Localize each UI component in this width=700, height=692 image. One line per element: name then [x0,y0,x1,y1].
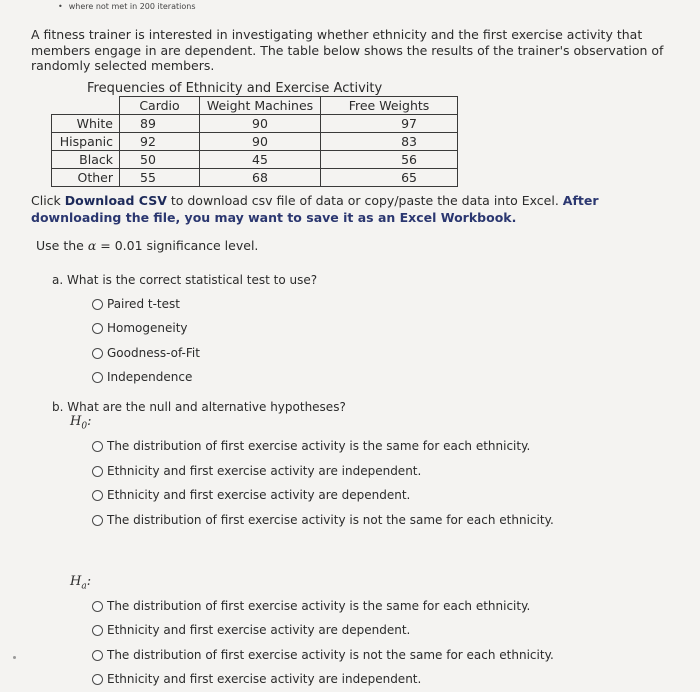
table-title: Frequencies of Ethnicity and Exercise Activity [87,81,383,96]
radio-button[interactable] [92,372,103,383]
stray-dot [13,656,16,659]
option-label: Ethnicity and first exercise activity are dependent. [107,488,411,502]
significance-level [36,238,258,253]
radio-button[interactable] [92,441,103,452]
table-header-row [52,97,458,115]
row-header: White [52,115,120,133]
table-cell: 45 [200,151,321,169]
question-a-text: a. What is the correct statistical test to use? [52,273,318,287]
h0-option-independent[interactable] [92,464,421,478]
ha-subscript: a [81,581,87,592]
radio-button[interactable] [92,299,103,310]
table-cell: 90 [200,115,321,133]
option-paired-t-test[interactable] [92,297,180,311]
row-header: Other [52,169,120,187]
intro-paragraph: A fitness trainer is interested in investigating whether ethnicity and the first exercise activity that members engage in are dependent. The table below shows the results of the trainer's observation of randomly selected members. [31,27,664,73]
table-cell: 89 [120,115,200,133]
table-corner [52,97,120,115]
radio-button[interactable] [92,601,103,612]
table-cell: 50 [120,151,200,169]
column-header: Weight Machines [200,97,321,115]
table-row [52,133,458,151]
ha-label: $H_a$: [70,574,92,592]
frequency-table [51,96,458,187]
table-cell: 68 [200,169,321,187]
option-homogeneity[interactable] [92,321,188,335]
radio-button[interactable] [92,625,103,636]
option-label: The distribution of first exercise activity is the same for each ethnicity. [107,439,531,453]
table-cell: 56 [321,151,458,169]
table-row [52,115,458,133]
h0-option-not-same-distribution[interactable] [92,513,554,527]
table-row [52,169,458,187]
radio-button[interactable] [92,348,103,359]
row-header: Black [52,151,120,169]
option-label: The distribution of first exercise activity is not the same for each ethnicity. [107,513,554,527]
table-cell: 90 [200,133,321,151]
csv-middle: to download csv file of data or copy/paste the data into Excel. [166,193,563,208]
h0-subscript: 0 [81,421,88,432]
alpha-prefix: Use the [36,238,88,253]
alpha-suffix: = 0.01 significance level. [96,238,259,253]
table-cell: 97 [321,115,458,133]
option-label: Ethnicity and first exercise activity are dependent. [107,623,411,637]
option-goodness-of-fit[interactable] [92,346,200,360]
bullet-icon: • [58,2,63,11]
table-cell: 65 [321,169,458,187]
option-label: Ethnicity and first exercise activity are independent. [107,464,422,478]
radio-button[interactable] [92,490,103,501]
top-note [58,2,195,11]
radio-button[interactable] [92,515,103,526]
row-header: Hispanic [52,133,120,151]
option-independence[interactable] [92,370,192,384]
column-header: Free Weights [321,97,458,115]
alpha-symbol: α [87,238,97,253]
h0-option-same-distribution[interactable] [92,439,530,453]
question-b-text: b. What are the null and alternative hypotheses? [52,400,346,414]
ha-option-independent[interactable] [92,672,421,686]
csv-after-download: After downloading the file [31,193,599,225]
radio-button[interactable] [92,466,103,477]
option-label: Ethnicity and first exercise activity are independent. [107,672,422,686]
ha-letter: H [70,574,82,589]
option-label: Paired t-test [107,297,180,311]
radio-button[interactable] [92,323,103,334]
radio-button[interactable] [92,650,103,661]
csv-mid: , you may want to [175,210,307,225]
option-label: Homogeneity [107,321,188,335]
ha-option-not-same-distribution[interactable] [92,648,554,662]
h0-letter: H [70,414,82,429]
table-cell: 55 [120,169,200,187]
ha-option-dependent[interactable] [92,623,410,637]
radio-button[interactable] [92,674,103,685]
option-label: The distribution of first exercise activity is not the same for each ethnicity. [107,648,554,662]
table-cell: 92 [120,133,200,151]
h0-label: $H_0$: [70,414,92,432]
ha-option-same-distribution[interactable] [92,599,530,613]
table-row [52,151,458,169]
h0-option-dependent[interactable] [92,488,410,502]
option-label: The distribution of first exercise activity is the same for each ethnicity. [107,599,531,613]
top-note-text: where not met in 200 iterations [68,2,196,11]
save-workbook-text: save it as an Excel Workbook [306,210,512,225]
download-csv-link[interactable]: Download CSV [64,193,167,208]
option-label: Independence [107,370,193,384]
csv-prefix: Click [31,193,65,208]
column-header: Cardio [120,97,200,115]
csv-instructions [31,192,681,226]
csv-end: . [511,210,517,225]
table-cell: 83 [321,133,458,151]
option-label: Goodness-of-Fit [107,346,200,360]
